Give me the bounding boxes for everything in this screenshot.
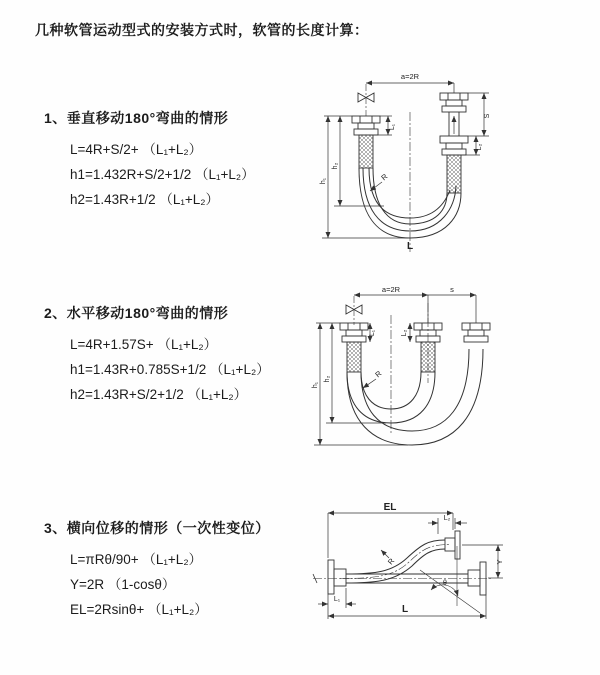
dim-label-l-total: L — [401, 604, 409, 615]
valve-icon — [358, 84, 374, 116]
diagram-horizontal-180-bend — [306, 283, 561, 463]
section-3-heading: 3、横向位移的情形（一次性变位） — [44, 520, 270, 536]
dim-label-l1: L₁ — [333, 596, 341, 603]
dim-el-group — [328, 513, 453, 558]
dim-label-h2: h₂ — [324, 375, 331, 383]
dim-label-r: R — [373, 368, 384, 380]
hose-u-bends — [347, 349, 483, 445]
left-pipe-flange — [352, 116, 380, 168]
dim-label-l2: L₂ — [443, 515, 451, 522]
dim-label-l1: L₁ — [369, 329, 376, 337]
dim-label-h1: h₁ — [320, 177, 327, 185]
dim-label-l-total: L — [406, 241, 414, 252]
formula-y: Y=2R （1-cosθ） — [70, 577, 176, 592]
formula-l: L=πRθ/90+ （L₁+L₂） — [70, 552, 203, 567]
section-3-formulas — [70, 547, 314, 622]
dim-label-a2r: a=2R — [381, 285, 401, 294]
formula-el: EL=2Rsinθ+ （L₁+L₂） — [70, 602, 208, 617]
right-pipe-flange — [440, 93, 468, 193]
hose-s-curve — [340, 540, 451, 583]
dim-label-h1: h₁ — [312, 381, 319, 389]
flanges — [328, 531, 486, 595]
dim-label-a2r: a=2R — [400, 72, 420, 81]
dim-label-l2: L₂ — [401, 329, 408, 337]
formula-h1: h1=1.43R+0.785S+1/2 （L₁+L₂） — [70, 362, 270, 377]
formula-h1: h1=1.432R+S/2+1/2 （L₁+L₂） — [70, 167, 255, 182]
dim-label-s: S — [484, 113, 491, 119]
dim-label-r: R — [379, 171, 390, 183]
dim-top-group — [354, 295, 476, 323]
valve-icon — [346, 296, 362, 325]
section-horizontal-movement — [44, 303, 314, 407]
formula-h2: h2=1.43R+1/2 （L₁+L₂） — [70, 192, 220, 207]
dim-label-h2: h₂ — [332, 162, 339, 170]
dim-a2r-group — [366, 83, 454, 93]
diagram-vertical-180-bend — [308, 66, 563, 261]
angle-construction — [420, 546, 480, 613]
dim-label-el: EL — [383, 502, 397, 513]
formula-h2: h2=1.43R+S/2+1/2 （L₁+L₂） — [70, 387, 248, 402]
section-lateral-displacement — [44, 518, 314, 622]
flanged-pipes — [340, 323, 490, 372]
dim-label-theta: θ — [443, 580, 447, 587]
formula-l: L=4R+1.57S+ （L₁+L₂） — [70, 337, 218, 352]
dim-label-l2: L₂ — [476, 143, 483, 151]
section-vertical-movement — [44, 108, 314, 212]
section-1-formulas — [70, 137, 314, 212]
dim-label-y: Y — [495, 559, 504, 565]
dimension-lines — [322, 93, 489, 238]
page-title: 几种软管运动型式的安装方式时，软管的长度计算： — [35, 22, 369, 38]
dim-label-l1: L₁ — [389, 123, 396, 131]
formula-l: L=4R+S/2+ （L₁+L₂） — [70, 142, 203, 157]
diagram-lateral-displacement — [295, 498, 600, 648]
section-2-formulas — [70, 332, 314, 407]
dim-label-r: R — [385, 556, 397, 567]
dim-label-s: s — [450, 285, 454, 294]
section-1-heading: 1、垂直移动180°弯曲的情形 — [44, 110, 229, 126]
section-2-heading: 2、水平移动180°弯曲的情形 — [44, 305, 229, 321]
